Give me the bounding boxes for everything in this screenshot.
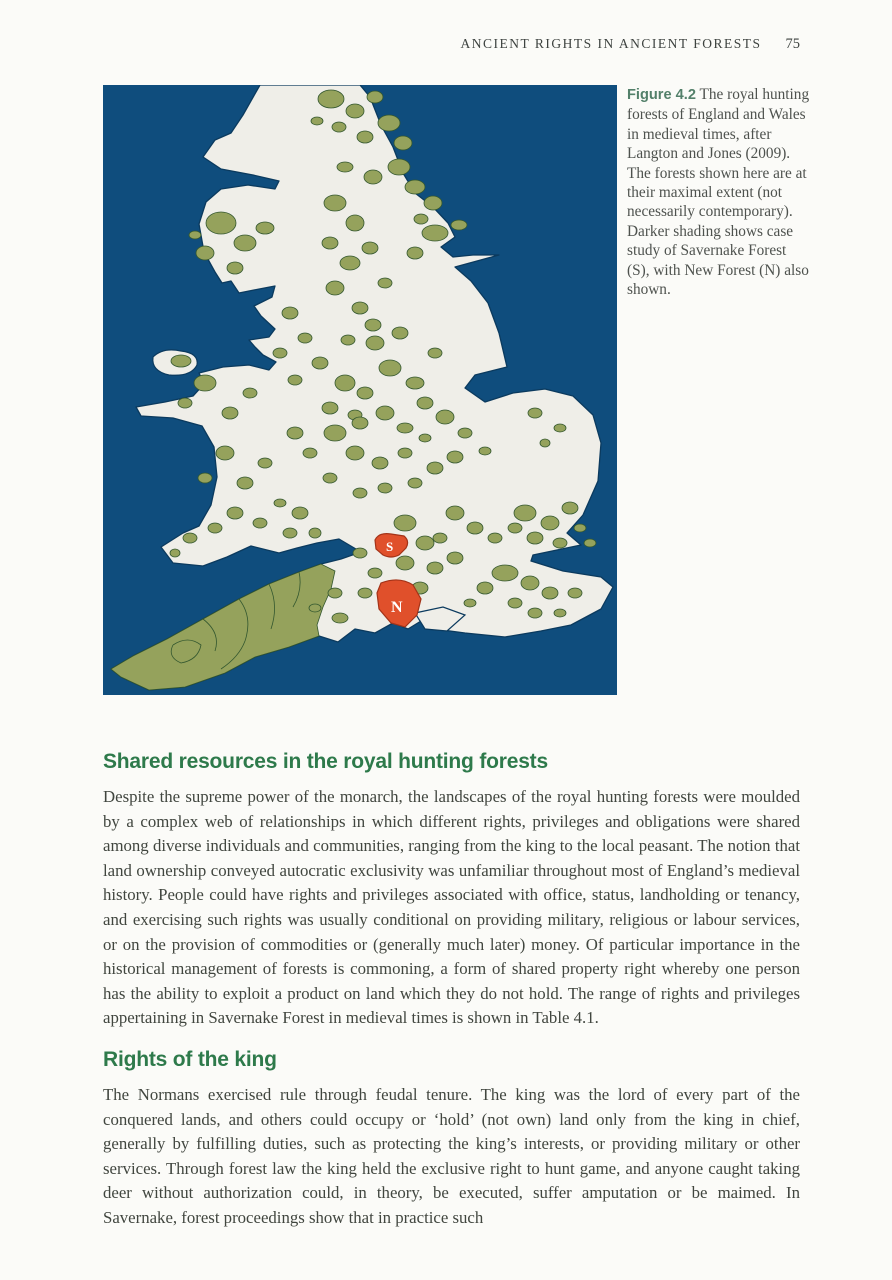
figure-4-2 [103,85,811,695]
running-head [460,36,800,53]
body-text [103,748,800,1231]
map-england-wales [103,85,617,695]
figure-label: Figure 4.2 [627,87,696,103]
royal-forests-map [103,85,617,695]
figure-caption [627,85,811,695]
section-heading-rights-of-king: Rights of the king [103,1047,277,1071]
section-heading-shared-resources: Shared resources in the royal hunting forests [103,750,548,773]
new-forest-label: N [391,599,403,616]
savernake-label: S [386,539,394,554]
section-rights-of-king [103,1046,800,1231]
paragraph-shared-resources: Despite the supreme power of the monarch, the landscapes of the royal hunting forests were moulded by a complex web of relationships in which different rights, privileges and obligations were shared among diverse individuals and communities, ranging from the king to the local peasant. The notion that land ownership conveyed autocratic exclusivity was unfamiliar throughout most of England’s medieval history. People could have rights and privileges associated with office, status, landholding or tenancy, and exercising such rights was usually conditional on providing military, religious or labour services, or on the provision of commodities or (generally much later) money. Of particular importance in the historical management of forests is commoning, a form of shared property right whereby one person has the ability to exploit a product on land which they do not hold. The range of rights and privileges appertaining in Savernake Forest in medieval times is shown in Table 4.1. [103,787,800,1028]
running-head-title: ANCIENT RIGHTS IN ANCIENT FORESTS [460,36,762,51]
section-shared-resources [103,748,800,1031]
figure-caption-text: The royal hunting forests of England and Wales in medieval times, after Langton and Jones (2009). The forests shown here are at their maximal extent (not necessarily contemporary). Darker shading shows case study of Savernake Forest (S), with New Forest (N) also shown. [627,86,810,299]
page-number: 75 [785,36,800,52]
paragraph-rights-of-king: The Normans exercised rule through feudal tenure. The king was the lord of every part of the conquered lands, and others could occupy or ‘hold’ (not own) land only from the king in chief, generally by fulfilling duties, such as protecting the king’s interests, or providing military or other services. Through forest law the king held the exclusive right to hunt game, and anyone caught taking deer without authorization could, in theory, be executed, suffer amputation or be maimed. In Savernake, forest proceedings show that in practice such [103,1084,800,1227]
